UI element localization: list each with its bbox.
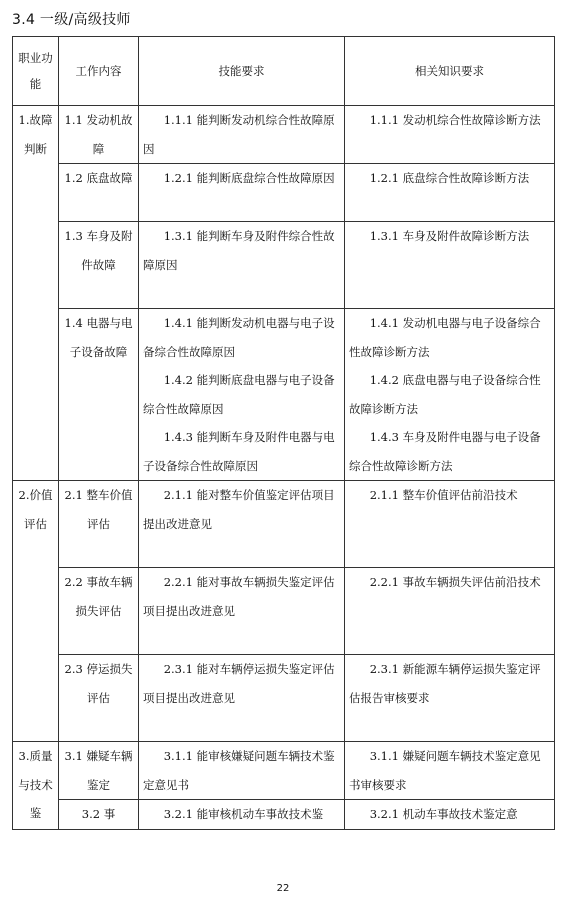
skill-item: 1.4.1 能判断发动机电器与电子设备综合性故障原因 — [143, 316, 335, 359]
knowledge-item: 3.2.1 机动车事故技术鉴定意 — [369, 807, 518, 821]
table-row — [13, 309, 555, 481]
table-row — [13, 800, 555, 830]
table-row — [13, 164, 555, 222]
knowledge-item: 1.1.1 发动机综合性故障诊断方法 — [369, 113, 541, 127]
skill-item: 3.1.1 能审核嫌疑问题车辆技术鉴定意见书 — [143, 749, 335, 792]
table-header-row — [13, 37, 555, 106]
skill-item: 1.4.3 能判断车身及附件电器与电子设备综合性故障原因 — [143, 430, 335, 473]
knowledge-cell — [345, 742, 555, 800]
work-content-cell: 2.1 整车价值评估 — [59, 481, 139, 568]
work-content-cell: 2.3 停运损失评估 — [59, 655, 139, 742]
function-cell: 2.价值评估 — [13, 481, 59, 742]
skill-cell — [139, 106, 345, 164]
knowledge-item: 1.2.1 底盘综合性故障诊断方法 — [369, 171, 530, 185]
skill-item: 3.2.1 能审核机动车事故技术鉴 — [163, 807, 324, 821]
skill-cell — [139, 800, 345, 830]
knowledge-item: 1.3.1 车身及附件故障诊断方法 — [369, 229, 530, 243]
work-content-cell: 3.1 嫌疑车辆鉴定 — [59, 742, 139, 800]
header-content: 工作内容 — [59, 37, 139, 106]
knowledge-item: 1.4.1 发动机电器与电子设备综合性故障诊断方法 — [349, 316, 541, 359]
knowledge-item: 2.3.1 新能源车辆停运损失鉴定评估报告审核要求 — [349, 662, 541, 705]
table-body — [13, 106, 555, 830]
table-row — [13, 655, 555, 742]
knowledge-cell — [345, 106, 555, 164]
skill-item: 1.4.2 能判断底盘电器与电子设备综合性故障原因 — [143, 373, 335, 416]
function-cell: 1.故障判断 — [13, 106, 59, 481]
table-row — [13, 106, 555, 164]
work-content-cell: 1.1 发动机故障 — [59, 106, 139, 164]
knowledge-item: 2.2.1 事故车辆损失评估前沿技术 — [369, 575, 541, 589]
knowledge-item: 2.1.1 整车价值评估前沿技术 — [369, 488, 518, 502]
header-skill: 技能要求 — [139, 37, 345, 106]
work-content-cell: 1.4 电器与电子设备故障 — [59, 309, 139, 481]
section-title: 3.4 一级/高级技师 — [12, 12, 131, 28]
knowledge-item: 3.1.1 嫌疑问题车辆技术鉴定意见书审核要求 — [349, 749, 541, 792]
skill-cell — [139, 164, 345, 222]
knowledge-cell — [345, 481, 555, 568]
skill-item: 2.3.1 能对车辆停运损失鉴定评估项目提出改进意见 — [143, 662, 335, 705]
page-number: 22 — [276, 883, 290, 894]
table-row — [13, 481, 555, 568]
knowledge-cell — [345, 222, 555, 309]
knowledge-cell — [345, 655, 555, 742]
skill-cell — [139, 481, 345, 568]
knowledge-cell — [345, 309, 555, 481]
skill-item: 1.3.1 能判断车身及附件综合性故障原因 — [143, 229, 335, 272]
skill-requirements-table — [12, 36, 555, 830]
skill-cell — [139, 309, 345, 481]
knowledge-cell — [345, 568, 555, 655]
table-row — [13, 222, 555, 309]
skill-cell — [139, 222, 345, 309]
knowledge-item: 1.4.2 底盘电器与电子设备综合性故障诊断方法 — [349, 373, 541, 416]
knowledge-cell — [345, 164, 555, 222]
skill-cell — [139, 655, 345, 742]
skill-item: 1.1.1 能判断发动机综合性故障原因 — [143, 113, 335, 156]
table-row — [13, 742, 555, 800]
header-knowledge: 相关知识要求 — [345, 37, 555, 106]
skill-cell — [139, 568, 345, 655]
work-content-cell: 3.2 事 — [59, 800, 139, 830]
work-content-cell: 1.2 底盘故障 — [59, 164, 139, 222]
skill-item: 2.2.1 能对事故车辆损失鉴定评估项目提出改进意见 — [143, 575, 335, 618]
skill-item: 1.2.1 能判断底盘综合性故障原因 — [163, 171, 335, 185]
function-cell: 3.质量与技术鉴 — [13, 742, 59, 830]
skill-item: 2.1.1 能对整车价值鉴定评估项目提出改进意见 — [143, 488, 335, 531]
table-row — [13, 568, 555, 655]
work-content-cell: 1.3 车身及附件故障 — [59, 222, 139, 309]
work-content-cell: 2.2 事故车辆损失评估 — [59, 568, 139, 655]
knowledge-cell — [345, 800, 555, 830]
knowledge-item: 1.4.3 车身及附件电器与电子设备综合性故障诊断方法 — [349, 430, 541, 473]
skill-cell — [139, 742, 345, 800]
header-func: 职业功能 — [13, 37, 59, 106]
